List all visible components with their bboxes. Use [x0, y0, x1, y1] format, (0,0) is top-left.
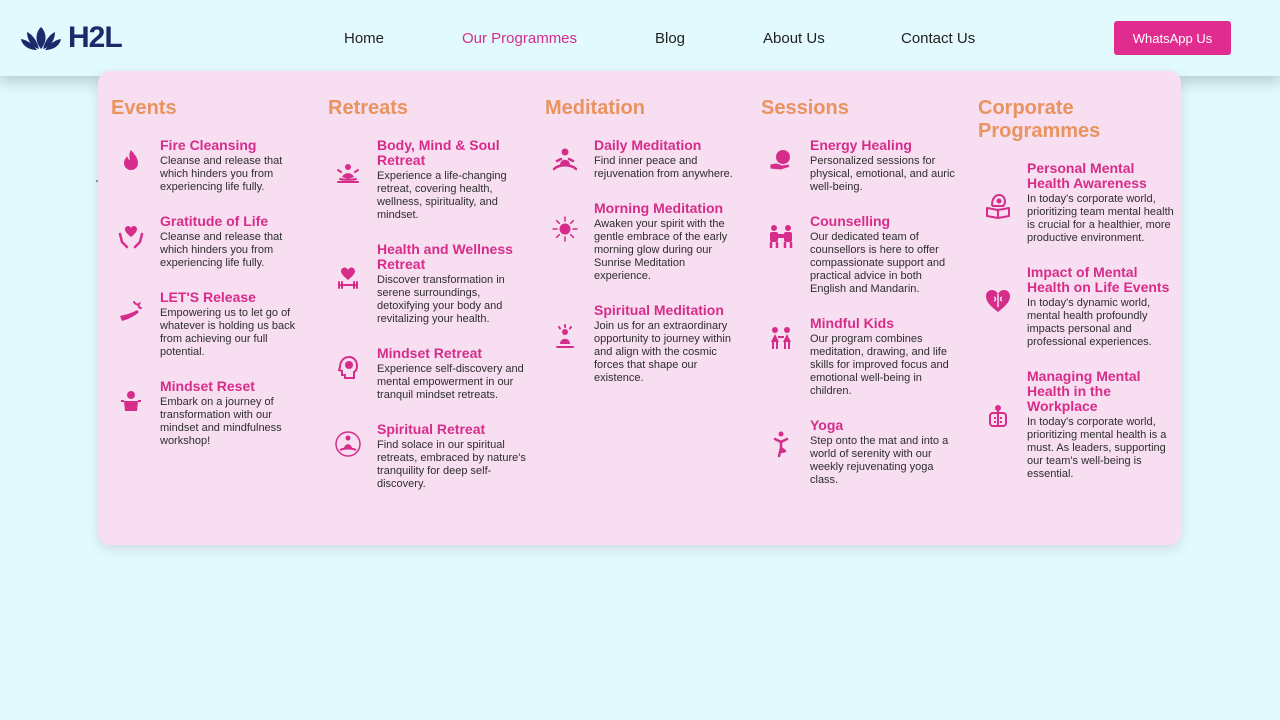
logo-text: H2L — [68, 21, 122, 54]
item-title: Mindset Reset — [160, 378, 255, 394]
item-title: Spiritual Meditation — [594, 302, 724, 318]
menu-item-managing-mental-health-in-the-workplace[interactable] — [978, 369, 1178, 481]
item-description: In today's corporate world, prioritizing mental health is a must. As leaders, supporting our team's well-being is essential. — [1027, 416, 1167, 480]
item-title: LET'S Release — [160, 289, 256, 305]
menu-item-mindset-retreat[interactable] — [328, 346, 528, 402]
item-title: Morning Meditation — [594, 200, 724, 216]
column-title: Corporate Programmes — [978, 97, 1101, 142]
menu-item-spiritual-meditation[interactable] — [545, 303, 745, 385]
head-book-icon — [984, 191, 1012, 219]
item-description: Join us for an extraordinary opportunity to journey within and align with the cosmic forces that shape our existence. — [594, 320, 731, 384]
main-nav — [0, 29, 1280, 49]
item-title: Yoga — [810, 417, 844, 433]
menu-item-mindful-kids[interactable] — [761, 316, 961, 398]
meditating-person-icon — [551, 146, 579, 174]
menu-item-yoga[interactable] — [761, 418, 961, 487]
heart-brain-icon — [984, 287, 1012, 315]
menu-item-morning-meditation[interactable] — [545, 201, 745, 283]
item-description: In today's corporate world, prioritizing team mental health is crucial for a healthier, more productive environment. — [1027, 193, 1174, 244]
heart-dumbbell-icon — [334, 264, 362, 292]
item-description: Step onto the mat and into a world of serenity with our weekly rejuvenating yoga class. — [810, 435, 949, 486]
item-description: Awaken your spirit with the gentle embrace of the early morning glow during our Sunrise Meditation experience. — [594, 218, 728, 282]
brain-head-icon — [334, 354, 362, 382]
whatsapp-button[interactable]: WhatsApp Us — [1114, 21, 1231, 55]
release-hand-icon — [117, 298, 145, 326]
menu-item-daily-meditation[interactable] — [545, 138, 745, 181]
menu-item-spiritual-retreat[interactable] — [328, 422, 528, 491]
item-description: Experience a life-changing retreat, covering health, wellness, spirituality, and mindset. — [377, 170, 507, 221]
nav-about-us[interactable]: About Us — [763, 30, 825, 47]
column-title: Sessions — [761, 97, 849, 119]
column-title: Retreats — [328, 97, 409, 119]
healing-hand-icon — [767, 146, 795, 174]
item-description: Our dedicated team of counsellors is here to offer compassionate support and practical advice in both English and Mandarin. — [810, 231, 946, 295]
workplace-tree-icon — [984, 403, 1012, 431]
item-title: Gratitude of Life — [160, 213, 269, 229]
lotus-figure-icon — [334, 160, 362, 188]
item-title: Managing Mental Health in the Workplace — [1027, 368, 1141, 414]
menu-column-corporate-programmes — [978, 97, 1178, 501]
item-description: Experience self-discovery and mental empowerment in our tranquil mindset retreats. — [377, 363, 524, 401]
menu-item-body-mind-soul-retreat[interactable] — [328, 138, 528, 222]
item-description: Find solace in our spiritual retreats, embraced by nature's tranquility for deep self-discovery. — [377, 439, 526, 490]
item-title: Health and Wellness Retreat — [377, 241, 513, 272]
menu-item-mindset-reset[interactable] — [111, 379, 311, 448]
item-title: Counselling — [810, 213, 891, 229]
item-title: Mindset Retreat — [377, 345, 483, 361]
menu-column-events — [111, 97, 311, 468]
item-description: Cleanse and release that which hinders you from experiencing life fully. — [160, 155, 283, 193]
menu-item-counselling[interactable] — [761, 214, 961, 296]
item-description: In today's dynamic world, mental health profoundly impacts personal and professional experiences. — [1027, 297, 1152, 348]
kids-icon — [767, 324, 795, 352]
site-header — [0, 0, 1280, 76]
nav-our-programmes[interactable]: Our Programmes — [462, 30, 578, 47]
item-title: Fire Cleansing — [160, 137, 257, 153]
item-description: Personalized sessions for physical, emotional, and auric well-being. — [810, 155, 955, 193]
menu-item-impact-of-mental-health-on-life-events[interactable] — [978, 265, 1178, 349]
item-description: Embark on a journey of transformation with our mindset and mindfulness workshop! — [160, 396, 282, 447]
item-title: Mindful Kids — [810, 315, 894, 331]
meditation-circle-icon — [334, 430, 362, 458]
heart-hands-icon — [117, 222, 145, 250]
item-title: Spiritual Retreat — [377, 421, 486, 437]
menu-column-sessions — [761, 97, 961, 507]
menu-item-health-and-wellness-retreat[interactable] — [328, 242, 528, 326]
programmes-mega-menu — [98, 71, 1181, 545]
counselling-people-icon — [767, 222, 795, 250]
column-title: Events — [111, 97, 177, 119]
menu-item-gratitude-of-life[interactable] — [111, 214, 311, 270]
yoga-pose-icon — [767, 430, 795, 458]
item-title: Personal Mental Health Awareness — [1027, 160, 1147, 191]
nav-blog[interactable]: Blog — [655, 30, 686, 47]
menu-item-energy-healing[interactable] — [761, 138, 961, 194]
flame-icon — [117, 146, 145, 174]
sun-icon — [551, 215, 579, 243]
menu-item-lets-release[interactable] — [111, 290, 311, 359]
item-description: Our program combines meditation, drawing, and life skills for improved focus and emotional well-being in children. — [810, 333, 949, 397]
column-title: Meditation — [545, 97, 645, 119]
menu-column-meditation — [545, 97, 745, 405]
item-description: Find inner peace and rejuvenation from anywhere. — [594, 155, 733, 180]
item-description: Cleanse and release that which hinders you from experiencing life fully. — [160, 231, 283, 269]
item-title: Impact of Mental Health on Life Events — [1027, 264, 1170, 295]
item-title: Body, Mind & Soul Retreat — [377, 137, 500, 168]
item-title: Daily Meditation — [594, 137, 702, 153]
item-title: Energy Healing — [810, 137, 912, 153]
menu-item-fire-cleansing[interactable] — [111, 138, 311, 194]
item-description: Empowering us to let go of whatever is holding us back from achieving our full potential. — [160, 307, 296, 358]
nav-contact-us[interactable]: Contact Us — [901, 30, 976, 47]
item-description: Discover transformation in serene surroundings, detoxifying your body and revitalizing your health. — [377, 274, 505, 325]
nav-home[interactable]: Home — [344, 30, 385, 47]
menu-item-personal-mental-health-awareness[interactable] — [978, 161, 1178, 245]
menu-column-retreats — [328, 97, 528, 511]
mind-reset-icon — [117, 387, 145, 415]
radiant-figure-icon — [551, 323, 579, 351]
